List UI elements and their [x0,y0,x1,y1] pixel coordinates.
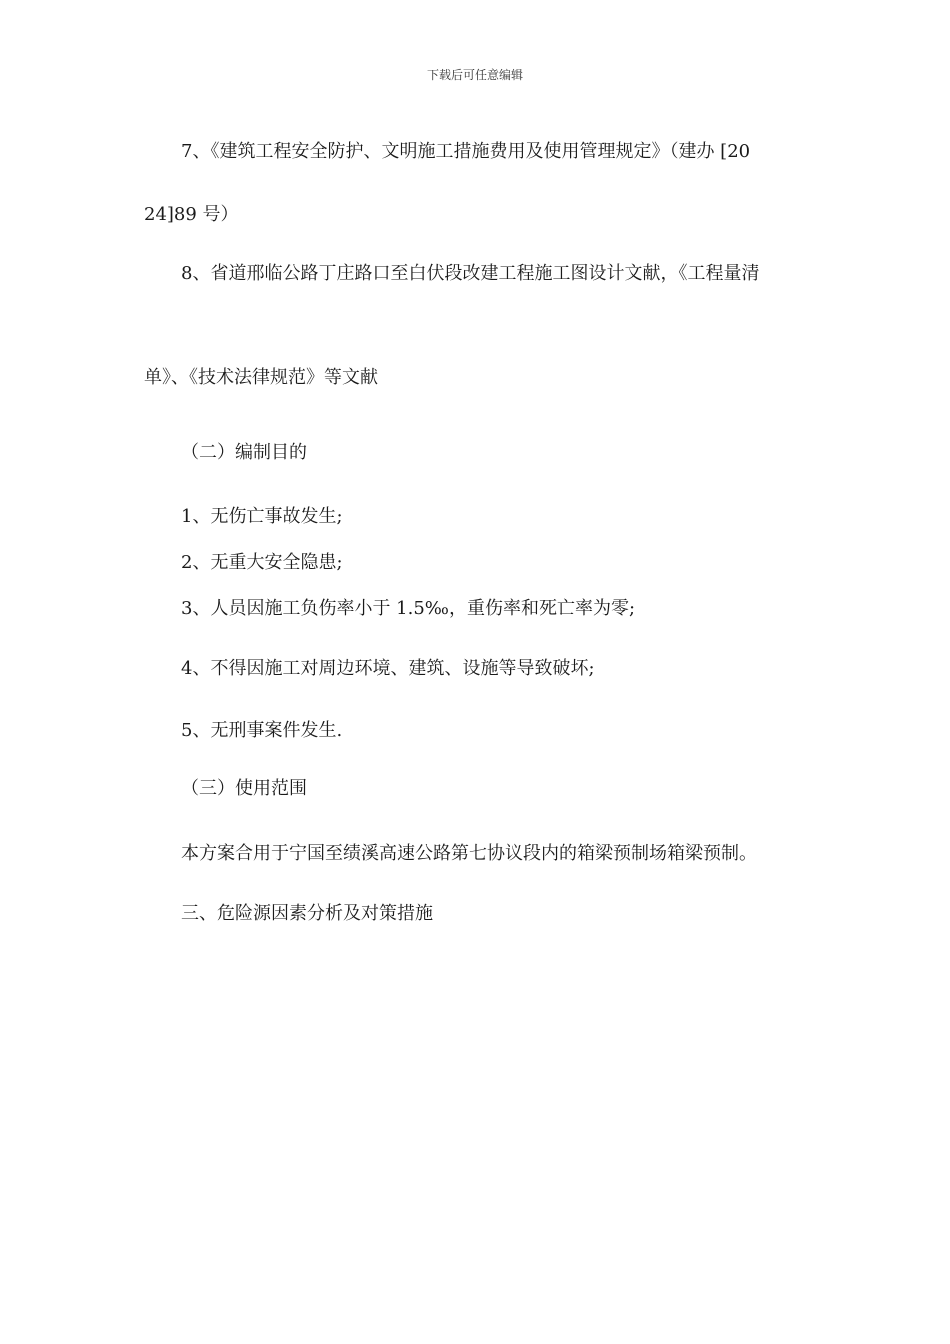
goal-item-1: 1、无伤亡事故发生; [181,506,343,527]
goal-item-5: 5、无刑事案件发生. [181,720,343,741]
scope-paragraph: 本方案合用于宁国至绩溪高速公路第七协议段内的箱梁预制场箱梁预制。 [181,843,757,864]
page-header-note: 下载后可任意编辑 [426,68,523,82]
reference-item-8-line2: 单》、《技术法律规范》等文献 [144,367,378,388]
goal-item-4: 4、不得因施工对周边环境、建筑、设施等导致破坏; [181,658,595,679]
reference-item-7-line2: 24]89 号） [144,204,239,225]
reference-item-7-line1: 7、《建筑工程安全防护、文明施工措施费用及使用管理规定》（建办 [20 [181,141,751,162]
reference-item-8-line1: 8、省道邢临公路丁庄路口至白伏段改建工程施工图设计文献，《工程量清 [181,263,760,284]
goal-item-3: 3、人员因施工负伤率小于 1.5‰，重伤率和死亡率为零; [181,598,636,619]
section-heading-purpose: （二）编制目的 [181,442,307,463]
section-heading-scope: （三）使用范围 [181,778,307,799]
goal-item-2: 2、无重大安全隐患; [181,552,343,573]
chapter-heading-hazard-analysis: 三、危险源因素分析及对策措施 [181,903,433,924]
